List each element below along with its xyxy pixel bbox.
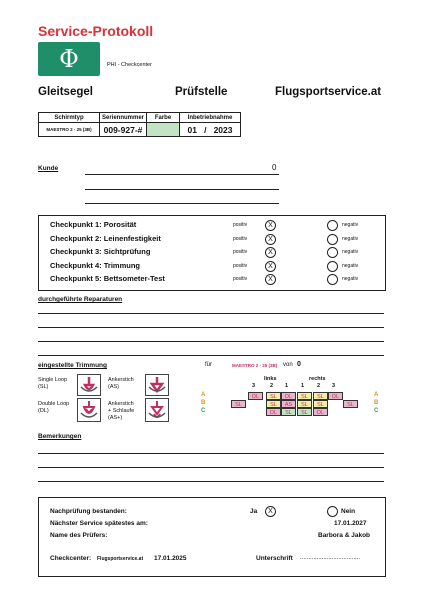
repairs-line-2 <box>38 327 384 328</box>
trim-c-0: DL <box>266 408 281 416</box>
remarks-line-1 <box>38 453 384 454</box>
trim-a-2: DL <box>281 392 296 400</box>
row-right-C: C <box>374 408 379 414</box>
row-left-B: B <box>201 400 206 406</box>
ja-label: Ja <box>250 508 258 515</box>
remarks-line-2 <box>38 467 384 468</box>
signature-label: Unterschrift <box>256 555 293 562</box>
checkpoint-5-negativ-circle[interactable] <box>327 274 338 285</box>
farbe-value <box>147 123 180 137</box>
checkpoint-4-positiv-circle[interactable]: X <box>265 261 276 272</box>
trim-b-left: SL <box>231 400 246 408</box>
trim-num-0: 3 <box>252 383 256 389</box>
repairs-line-4 <box>38 355 384 356</box>
trim-a-3: SL <box>297 392 312 400</box>
checkpoint-5-positiv: positiv <box>233 276 248 282</box>
col-inbetriebnahme: Inbetriebnahme <box>180 113 241 123</box>
trim-von-value: 0 <box>297 361 301 368</box>
trim-a-4: SL <box>313 392 328 400</box>
bemerkungen-label: Bemerkungen <box>38 433 82 440</box>
month: 01 <box>187 124 197 135</box>
ankerstich-diagram <box>145 374 169 396</box>
remarks-line-3 <box>38 481 384 482</box>
trim-b-0: SL <box>266 400 281 408</box>
next-service-label: Nächster Service spätestes am: <box>50 520 148 527</box>
repairs-label: durchgeführte Reparaturen <box>38 296 123 303</box>
trim-b-2: SL <box>297 400 312 408</box>
trim-c-2: SL <box>297 408 312 416</box>
header-gleitsegel: Gleitsegel <box>38 86 93 98</box>
checkpoint-3-positiv: positiv <box>233 249 248 255</box>
repairs-line-3 <box>38 341 384 342</box>
checkpoint-1-positiv: positiv <box>233 222 248 228</box>
kunde-line-2 <box>85 189 279 190</box>
header-pruefstelle: Prüfstelle <box>175 86 228 98</box>
glider-identity-table <box>38 112 241 137</box>
checkpoint-5-negativ: negativ <box>342 276 359 282</box>
kunde-value: 0 <box>272 163 277 172</box>
trim-num-3: 1 <box>301 383 305 389</box>
repairs-line-1 <box>38 313 384 314</box>
trim-label: eingestellte Trimmung <box>38 362 107 369</box>
phi-logo <box>38 42 100 76</box>
trim-a-0: DL <box>248 392 263 400</box>
checkpoint-3-positiv-circle[interactable]: X <box>265 247 276 258</box>
rechts-label: rechts <box>309 376 326 382</box>
nein-circle[interactable] <box>327 506 338 517</box>
ankerstich-plus-diagram <box>145 398 169 422</box>
checkpoint-3-negativ-circle[interactable] <box>327 247 338 258</box>
trim-fuer: für <box>205 362 213 368</box>
page-title: Service-Protokoll <box>38 23 154 39</box>
examiner-value: Barbora & Jakob <box>318 532 371 539</box>
checkpoint-3-negativ: negativ <box>342 249 359 255</box>
checkpoint-5-positiv-circle[interactable]: X <box>265 274 276 285</box>
trim-c-3: DL <box>313 408 328 416</box>
year: 2023 <box>213 124 233 135</box>
ankerstich-label: Ankerstich (AS) <box>108 377 134 390</box>
checkpoint-4-negativ: negativ <box>342 262 359 269</box>
checkpoint-4-positiv: positiv <box>233 262 248 269</box>
kunde-line-1 <box>85 174 279 175</box>
serial-value: 009-927-# <box>100 123 147 137</box>
checkpoint-2-positiv: positiv <box>233 235 248 242</box>
checkpoint-4-negativ-circle[interactable] <box>327 261 338 272</box>
double-loop-diagram <box>77 398 101 422</box>
checkpoint-2-positiv-circle[interactable]: X <box>265 234 276 245</box>
col-schirmtyp: Schirmtyp <box>39 113 100 123</box>
ja-circle[interactable]: X <box>265 506 276 517</box>
checkcenter-label: Checkcenter: <box>50 555 92 562</box>
ankerstich-plus-label: Ankerstich + Schlaufe (AS+) <box>108 401 135 421</box>
checkpoint-1-negativ-circle[interactable] <box>327 220 338 231</box>
trim-num-5: 3 <box>332 383 336 389</box>
trim-model: MAESTRO 2 - 25 (3B) <box>232 363 278 368</box>
row-right-B: B <box>374 400 379 406</box>
date-sep: / <box>204 124 207 135</box>
logo-subtitle: PHI - Checkcenter <box>107 62 152 68</box>
trim-b-right: SL <box>343 400 358 408</box>
trim-num-1: 2 <box>270 383 274 389</box>
row-left-C: C <box>201 408 206 414</box>
checkpoint-1-negativ: negativ <box>342 222 359 228</box>
kunde-line-3 <box>85 203 279 204</box>
header-company: Flugsportservice.at <box>275 86 382 98</box>
schirmtyp-value: MAESTRO 2 - 25 (3B) <box>39 123 100 137</box>
trim-von: von <box>283 362 293 368</box>
row-left-A: A <box>201 392 206 398</box>
col-farbe: Farbe <box>147 113 180 123</box>
trim-a-5: DL <box>328 392 343 400</box>
next-service-value: 17.01.2027 <box>334 520 367 527</box>
single-loop-diagram <box>77 374 101 396</box>
trim-b-1: AS <box>281 400 296 408</box>
col-serial: Seriennummer <box>100 113 147 123</box>
examiner-label: Name des Prüfers: <box>50 532 108 539</box>
checkpoint-5-label: Checkpunkt 5: Bettsometer-Test <box>50 274 165 283</box>
checkpoint-2-negativ-circle[interactable] <box>327 234 338 245</box>
checkcenter-date: 17.01.2025 <box>154 555 187 562</box>
row-right-A: A <box>374 392 379 398</box>
trim-c-1: SL <box>281 408 296 416</box>
links-label: links <box>264 376 277 382</box>
double-loop-label: Double Loop (DL) <box>38 401 70 414</box>
signature-line[interactable]: .................................... <box>300 555 361 561</box>
trim-a-1: SL <box>266 392 281 400</box>
trim-num-2: 1 <box>285 383 289 389</box>
checkpoint-2-label: Checkpunkt 2: Leinenfestigkeit <box>50 233 161 243</box>
passed-label: Nachprüfung bestanden: <box>50 508 127 515</box>
checkpoint-1-positiv-circle[interactable]: X <box>265 220 276 231</box>
phi-icon: Φ <box>59 45 79 73</box>
single-loop-label: Single Loop (SL) <box>38 377 68 390</box>
nein-label: Nein <box>341 508 356 515</box>
checkpoint-4-label: Checkpunkt 4: Trimmung <box>50 260 141 270</box>
checkpoint-1-label: Checkpunkt 1: Porosität <box>50 220 137 229</box>
inbetriebnahme-value <box>180 123 241 137</box>
checkpoint-3-label: Checkpunkt 3: Sichtprüfung <box>50 247 151 256</box>
checkcenter-value: Flugsportservice.at <box>97 556 144 562</box>
trim-b-3: SL <box>313 400 328 408</box>
trim-num-4: 2 <box>317 383 321 389</box>
kunde-label: Kunde <box>38 165 59 172</box>
checkpoint-2-negativ: negativ <box>342 235 359 242</box>
